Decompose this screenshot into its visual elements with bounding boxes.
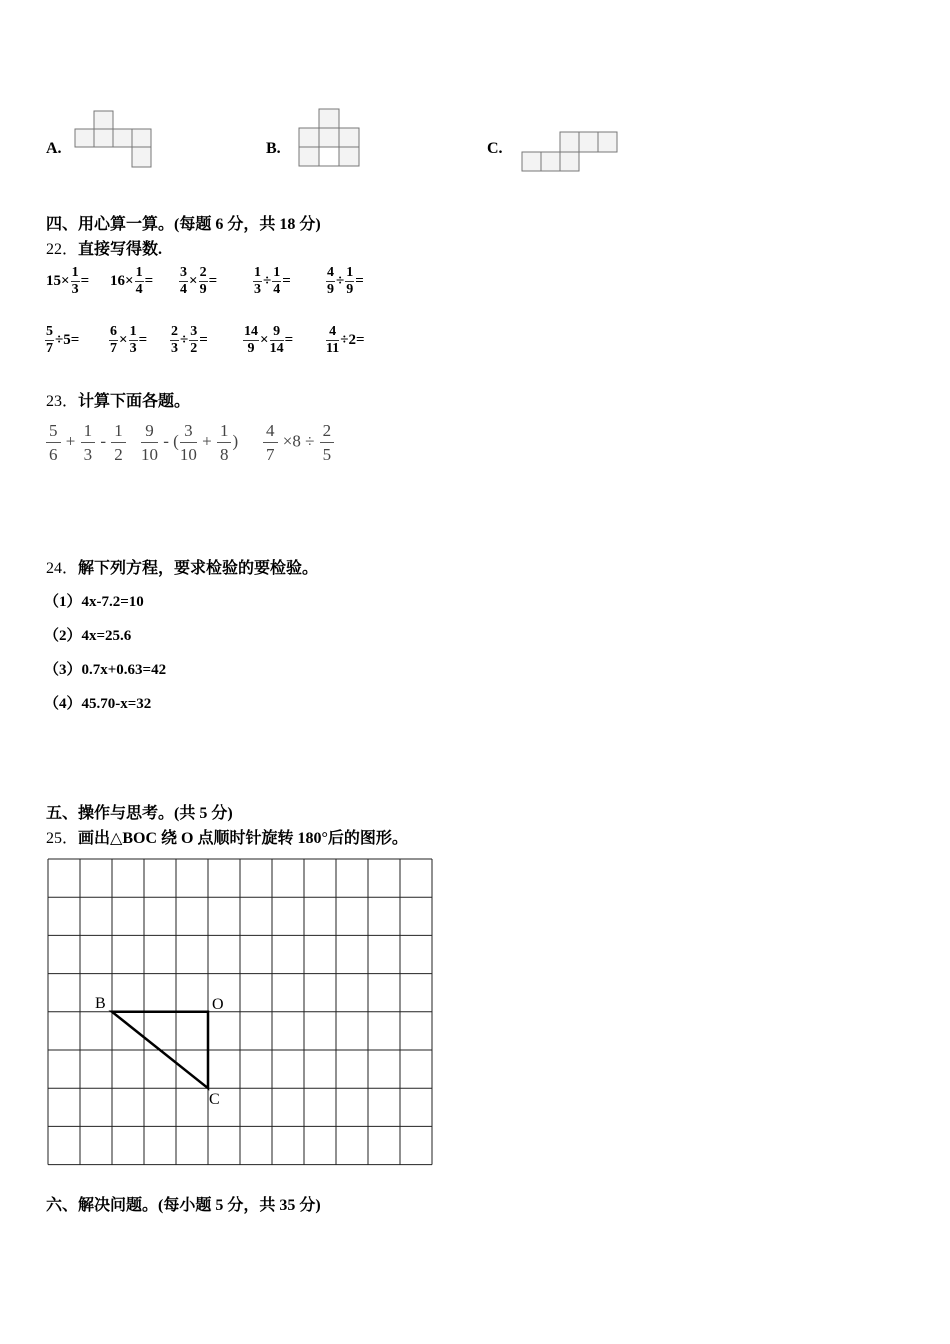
option-c-figure: [520, 130, 620, 174]
label-c: C: [209, 1091, 220, 1109]
option-c-label[interactable]: C.: [487, 140, 503, 157]
q22-heading: [46, 236, 162, 259]
q25-text: 画出△BOC 绕 O 点顺时针旋转 180°后的图形。: [78, 830, 408, 847]
q22-item: $\frac{4}{11}$ ÷2=: [326, 324, 365, 356]
section-4-title: 四、用心算一算。(每题 6 分，共 18 分): [46, 216, 321, 233]
rotation-grid: [46, 857, 436, 1169]
section-5-title: 五、操作与思考。(共 5 分): [46, 805, 233, 822]
q22-number: 22．: [46, 241, 79, 258]
option-b-label[interactable]: B.: [266, 140, 281, 157]
q23-heading: [46, 388, 190, 411]
q24-number: 24．: [46, 560, 79, 577]
q22-text: 直接写得数.: [78, 241, 163, 258]
equation-2: （2）4x=25.6: [44, 628, 132, 644]
q22-item: 16× $\frac{1}{4}$ =: [110, 265, 154, 297]
q23-expression-3: $\frac{4}{7}$ ×8 ÷ $\frac{2}{5}$: [262, 422, 335, 463]
option-a-figure: [74, 110, 154, 170]
q22-item: $\frac{14}{9}$ × $\frac{9}{14}$ =: [244, 324, 294, 356]
equation-3: （3）0.7x+0.63=42: [44, 662, 167, 678]
label-o: O: [212, 995, 224, 1013]
q24-heading: [46, 555, 318, 578]
q24-text: 解下列方程，要求检验的要检验。: [78, 560, 319, 577]
section-6-title: 六、解决问题。(每小题 5 分，共 35 分): [46, 1197, 321, 1214]
label-b: B: [95, 994, 106, 1012]
q22-item: $\frac{6}{7}$ × $\frac{1}{3}$ =: [110, 324, 148, 356]
equation-1: （1）4x-7.2=10: [44, 594, 144, 610]
q22-item: $\frac{1}{3}$ ÷ $\frac{1}{4}$ =: [254, 265, 291, 297]
q22-item: $\frac{4}{9}$ ÷ $\frac{1}{9}$ =: [327, 265, 364, 297]
q23-expression-2: $\frac{9}{10}$ - ( $\frac{3}{10}$ + $\frac{1}{8}$ ): [141, 421, 239, 464]
q25-number: 25．: [46, 830, 79, 847]
q22-item: $\frac{3}{4}$ × $\frac{2}{9}$ =: [180, 265, 218, 297]
q23-number: 23．: [46, 393, 79, 410]
q22-item: 15× $\frac{1}{3}$ =: [46, 265, 90, 297]
q22-item: $\frac{5}{7}$ ÷5=: [46, 324, 80, 356]
q23-text: 计算下面各题。: [78, 393, 191, 410]
q22-item: $\frac{2}{3}$ ÷ $\frac{3}{2}$ =: [171, 324, 208, 356]
equation-4: （4）45.70-x=32: [44, 696, 152, 712]
q25-heading: [46, 825, 408, 848]
option-a-label[interactable]: A.: [46, 140, 62, 157]
option-b-figure: [298, 108, 362, 170]
q23-expression-1: $\frac{5}{6}$ + $\frac{1}{3}$ - $\frac{1}{2}$: [45, 422, 127, 463]
